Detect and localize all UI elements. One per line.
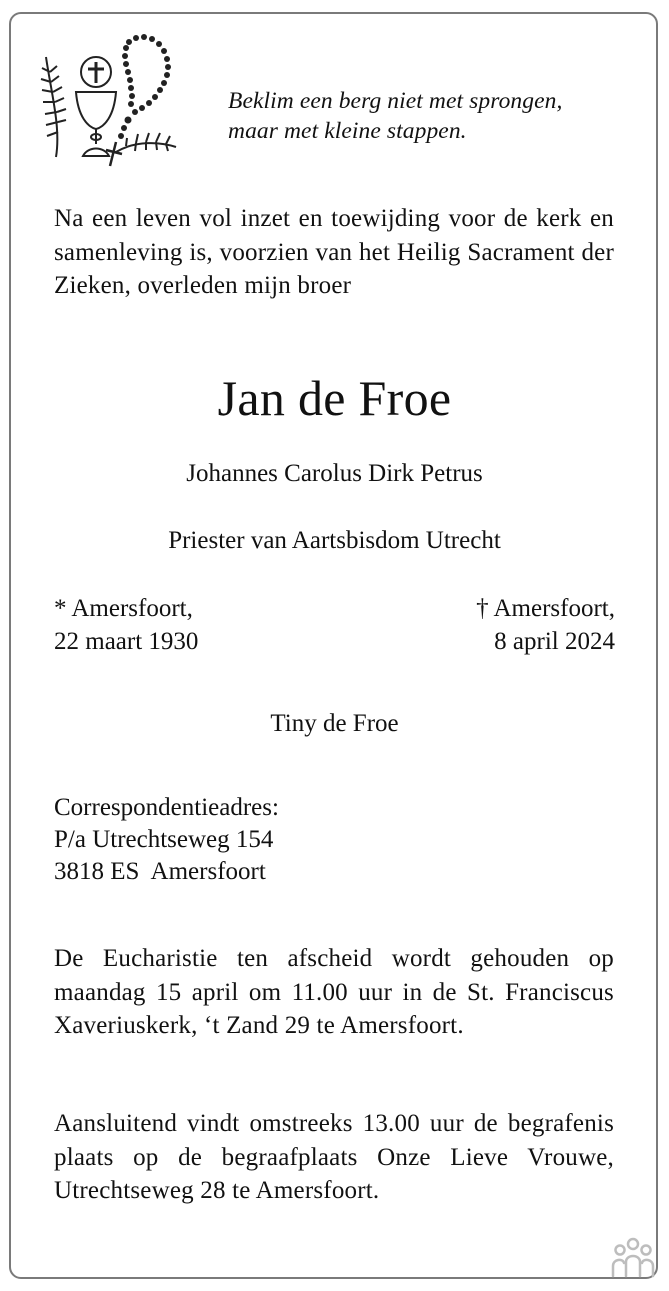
deceased-full-name: Johannes Carolus Dirk Petrus — [186, 460, 483, 487]
birth-place: * Amersfoort, — [54, 595, 193, 622]
relative-name: Tiny de Froe — [270, 710, 399, 737]
people-group-icon — [608, 1236, 658, 1278]
motto-line-1: Beklim een berg niet met sprongen, — [228, 88, 563, 114]
address-label: Correspondentieadres: — [54, 794, 279, 821]
birth-info — [54, 592, 198, 658]
correspondence-address — [54, 792, 279, 888]
motto-line-2: maar met kleine stappen. — [228, 118, 467, 144]
address-city: 3818 ES Amersfoort — [54, 858, 266, 885]
death-info — [476, 592, 615, 658]
deceased-title: Priester van Aartsbisdom Utrecht — [168, 527, 501, 554]
motto — [228, 86, 562, 146]
death-place: † Amersfoort, — [476, 595, 615, 622]
chalice-rosary-palm-icon — [36, 32, 186, 172]
mass-text: De Eucharistie ten afscheid wordt gehouden op maandag 15 april om 11.00 uur in de St. Franciscus Xaveriuskerk, ‘t Zand 29 te Amersfoort. — [54, 945, 614, 1039]
birth-date: 22 maart 1930 — [54, 628, 199, 655]
deceased-name: Jan de Froe — [217, 370, 452, 426]
address-street: P/a Utrechtseweg 154 — [54, 826, 274, 853]
death-date: 8 april 2024 — [494, 628, 615, 655]
burial-text: Aansluitend vindt omstreeks 13.00 uur de begrafenis plaats op de begraafplaats Onze Lieve Vrouwe, Utrechtseweg 28 te Amersfoort. — [54, 1110, 614, 1204]
intro-text: Na een leven vol inzet en toewijding voor de kerk en samenleving is, voorzien van het Heilig Sacrament der Zieken, overleden mijn broer — [54, 205, 614, 299]
